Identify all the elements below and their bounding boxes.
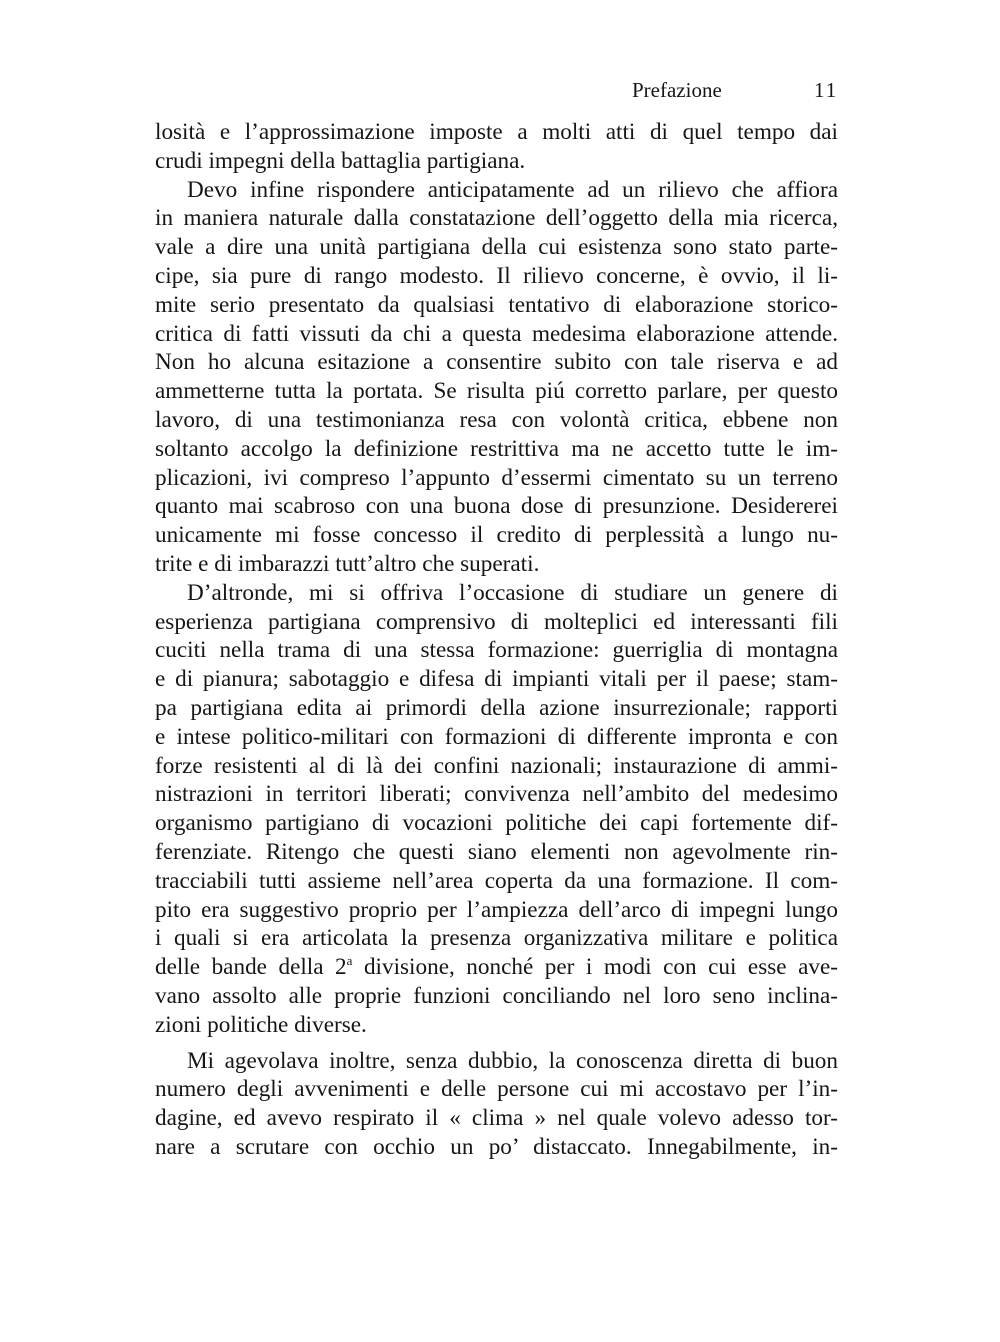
text-line: pa partigiana edita ai primordi della azione insurrezionale; rapporti (155, 694, 838, 721)
text-line: unicamente mi fosse concesso il credito di perplessità a lungo nu- (155, 522, 838, 549)
text-line: Non ho alcuna esitazione a consentire subito con tale riserva e ad (155, 349, 838, 376)
text-line: losità e l’approssimazione imposte a molti atti di quel tempo dai (155, 119, 838, 145)
text-line: vale a dire una unità partigiana della cui esistenza sono stato parte- (155, 234, 838, 261)
text-line: ferenziate. Ritengo che questi siano elementi non agevolmente rin- (155, 838, 838, 865)
text-line: cuciti nella trama di una stessa formazione: guerriglia di montagna (155, 637, 838, 664)
paragraph (155, 118, 838, 176)
text-line: trite e di imbarazzi tutt’altro che superati. (155, 550, 540, 577)
paragraph (155, 579, 838, 1040)
body-text (155, 118, 838, 1162)
text-line: nare a scrutare con occhio un po’ distaccato. Innegabilmente, in- (155, 1133, 838, 1160)
text-line: pito era suggestivo proprio per l’ampiezza dell’arco di impegni lungo (155, 896, 838, 923)
text-line: tracciabili tutti assieme nell’area coperta da una formazione. Il com- (155, 867, 838, 894)
text-line: vano assolto alle proprie funzioni conciliando nel loro seno inclina- (155, 982, 838, 1009)
text-line: lavoro, di una testimonianza resa con volontà critica, ebbene non (155, 406, 838, 433)
text-line: delle bande della 2$^a$ divisione, nonché per i modi con cui esse ave- (155, 953, 838, 981)
text-line: cipe, sia pure di rango modesto. Il rilievo concerne, è ovvio, il li- (155, 262, 838, 289)
text-line: quanto mai scabroso con una buona dose di presunzione. Desidererei (155, 493, 838, 520)
text-line: ammetterne tutta la portata. Se risulta piú corretto parlare, per questo (155, 378, 838, 405)
text-line: e intese politico-militari con formazioni di differente impronta e con (155, 723, 838, 750)
text-line: numero degli avvenimenti e delle persone cui mi accostavo per l’in- (155, 1076, 838, 1103)
text-line: mite serio presentato da qualsiasi tentativo di elaborazione storico- (155, 291, 838, 318)
text-line: D’altronde, mi si offriva l’occasione di studiare un genere di (187, 579, 838, 606)
text-line: zioni politiche diverse. (155, 1011, 367, 1038)
text-line: critica di fatti vissuti da chi a questa medesima elaborazione attende. (155, 320, 838, 347)
page-number: 11 (814, 78, 839, 102)
paragraph (155, 176, 838, 579)
paragraph (155, 1047, 838, 1162)
text-line: i quali si era articolata la presenza organizzativa militare e politica (155, 925, 838, 952)
text-line: dagine, ed avevo respirato il « clima » nel quale volevo adesso tor- (155, 1105, 838, 1132)
text-line: soltanto accolgo la definizione restrittiva ma ne accetto tutte le im- (155, 435, 838, 462)
text-line: Mi agevolava inoltre, senza dubbio, la conoscenza diretta di buon (187, 1047, 838, 1074)
text-line: e di pianura; sabotaggio e difesa di impianti vitali per il paese; stam- (155, 666, 838, 693)
text-line: crudi impegni della battaglia partigiana. (155, 147, 526, 174)
text-line: plicazioni, ivi compreso l’appunto d’essermi cimentato su un terreno (155, 464, 838, 491)
text-line: in maniera naturale dalla constatazione dell’oggetto della mia ricerca, (155, 205, 838, 232)
running-header (0, 78, 1000, 108)
running-head-title: Prefazione (632, 78, 722, 102)
text-line: esperienza partigiana comprensivo di molteplici ed interessanti fili (155, 608, 838, 635)
text-line: Devo infine rispondere anticipatamente ad un rilievo che affiora (187, 176, 838, 203)
text-line: organismo partigiano di vocazioni politiche dei capi fortemente dif- (155, 810, 838, 837)
text-line: nistrazioni in territori liberati; convivenza nell’ambito del medesimo (155, 781, 838, 808)
text-line: forze resistenti al di là dei confini nazionali; instaurazione di ammi- (155, 752, 838, 779)
